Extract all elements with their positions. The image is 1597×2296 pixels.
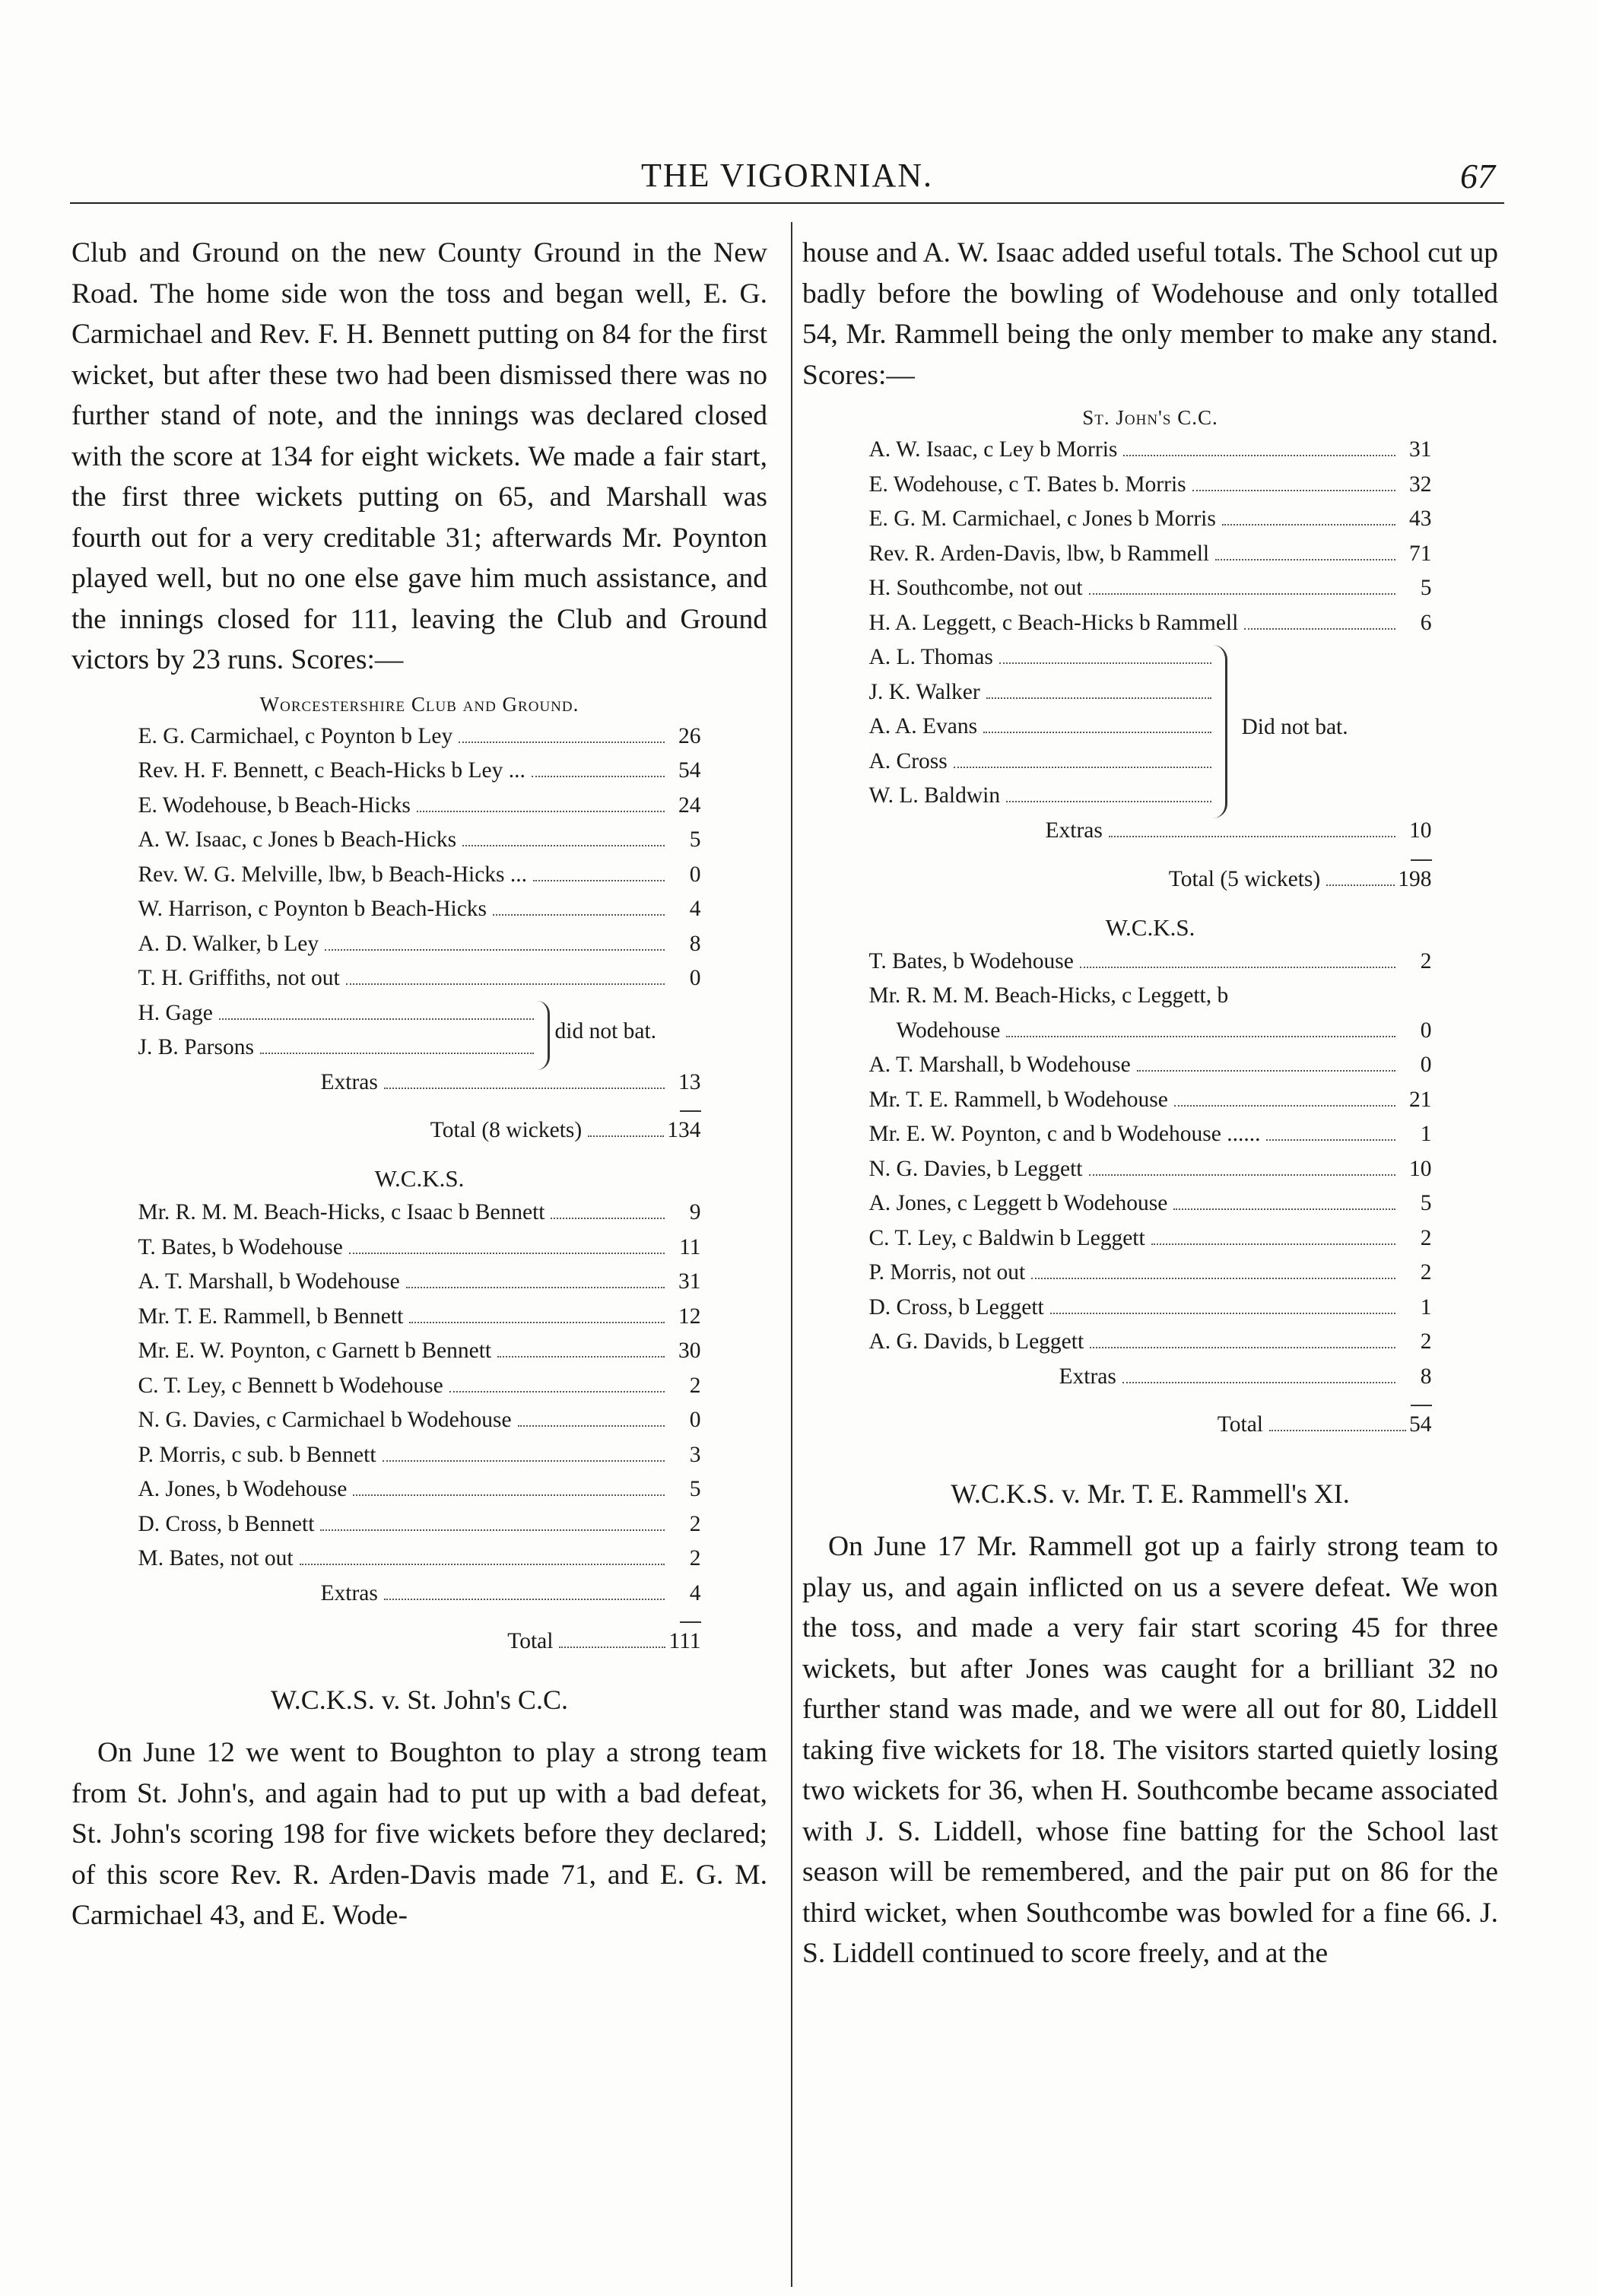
batsman-score: 1 (1420, 1122, 1432, 1146)
batsman-name: D. Cross, b Bennett (138, 1511, 315, 1536)
batsman-score: 5 (689, 1477, 701, 1501)
batsman-name: A. Jones, c Leggett b Wodehouse (868, 1191, 1168, 1215)
batsman-score: 4 (689, 897, 701, 921)
scorecard-stjohns (869, 437, 1432, 645)
batsman-name: C. T. Ley, c Bennett b Wodehouse (138, 1373, 443, 1398)
batsman-row (138, 932, 701, 967)
batsman-score: 21 (1409, 1087, 1432, 1112)
batsman-row (138, 827, 701, 862)
scorecard-wcks (138, 1200, 701, 1581)
batsman-row (138, 1200, 701, 1235)
batsman-name: Rev. W. G. Melville, lbw, b Beach-Hicks ... (138, 862, 528, 887)
batsman-score: 54 (678, 758, 701, 783)
batsman-name: E. G. M. Carmichael, c Jones b Morris (868, 507, 1216, 531)
did-not-bat-row: J. B. Parsons (138, 1035, 534, 1070)
batsman-name: N. G. Davies, b Leggett (868, 1156, 1083, 1181)
batsman-name: E. Wodehouse, c T. Bates b. Morris (868, 472, 1186, 497)
extras-row: Extras 8 (1059, 1364, 1432, 1389)
batsman-name: Mr. T. E. Rammell, b Wodehouse (868, 1087, 1168, 1112)
section-heading-rammell: W.C.K.S. v. Mr. T. E. Rammell's XI. (951, 1478, 1350, 1509)
total-rule (680, 1110, 701, 1112)
batsman-score: 71 (1409, 541, 1432, 566)
batsman-row (138, 1546, 701, 1581)
batsman-name: P. Morris, not out (868, 1260, 1026, 1285)
batsman-score: 2 (1420, 1225, 1432, 1250)
batsman-row (138, 1443, 701, 1478)
batsman-score: 8 (689, 931, 701, 956)
batsman-row (869, 611, 1432, 646)
section-heading-stjohns: W.C.K.S. v. St. John's C.C. (271, 1685, 568, 1715)
batsman-score: 0 (689, 1408, 701, 1432)
batsman-name: A. G. Davids, b Leggett (868, 1329, 1084, 1354)
batsman-name: E. G. Carmichael, c Poynton b Ley (138, 723, 453, 748)
batsman-score: 43 (1409, 507, 1432, 531)
total-rule (1411, 859, 1432, 861)
total-rule (1411, 1405, 1432, 1406)
column-divider (791, 222, 792, 2287)
batsman-name: T. Bates, b Wodehouse (138, 1234, 343, 1259)
batsman-row (869, 437, 1432, 472)
batsman-name: D. Cross, b Leggett (868, 1294, 1044, 1319)
did-not-bat-row: H. Gage (138, 1001, 534, 1036)
batsman-score: 10 (1409, 1156, 1432, 1181)
batsman-score: 31 (1409, 437, 1432, 462)
batsman-row (138, 1373, 701, 1408)
batsman-name: Rev. H. F. Bennett, c Beach-Hicks b Ley ... (138, 758, 525, 783)
batsman-name: W. Harrison, c Poynton b Beach-Hicks (138, 897, 487, 921)
batsman-row (869, 541, 1432, 576)
batsman-score: 30 (678, 1339, 701, 1363)
scorecard-heading-wcks: W.C.K.S. (374, 1165, 465, 1192)
batsman-score: 0 (1420, 1053, 1432, 1077)
batsman-score: 5 (1420, 576, 1432, 600)
batsman-score: 2 (689, 1546, 701, 1570)
batsman-row (138, 1512, 701, 1547)
extras-row: Extras 10 (1045, 818, 1432, 843)
total-row: Total 111 (507, 1629, 701, 1653)
batsman-row (138, 724, 701, 759)
batsman-row (869, 1329, 1432, 1364)
batsman-row (138, 1408, 701, 1443)
batsman-score: 0 (689, 862, 701, 887)
batsman-name: A. D. Walker, b Ley (138, 931, 319, 956)
scorecard-worcs (138, 724, 701, 1001)
batsman-score: 3 (689, 1442, 701, 1467)
batsman-name: Mr. E. W. Poynton, c and b Wodehouse ...... (868, 1122, 1261, 1146)
batsman-name: H. A. Leggett, c Beach-Hicks b Rammell (868, 610, 1239, 635)
batsman-name: E. Wodehouse, b Beach-Hicks (138, 792, 411, 818)
total-row: Total (8 wickets) 134 (430, 1118, 701, 1142)
total-row: Total (5 wickets) 198 (1168, 866, 1432, 891)
page-header (70, 156, 1504, 195)
batsman-name: A. W. Isaac, c Ley b Morris (868, 437, 1118, 462)
batsman-name: Mr. E. W. Poynton, c Garnett b Bennett (138, 1339, 492, 1363)
extras-row: Extras 4 (320, 1580, 701, 1605)
batsman-row (138, 1235, 701, 1270)
batsman-row (869, 576, 1432, 611)
batsman-row (138, 1477, 701, 1512)
batsman-row (869, 1295, 1432, 1330)
did-not-bat-row: J. K. Walker (869, 680, 1211, 715)
batsman-row (138, 1304, 701, 1339)
batsman-row (138, 758, 701, 793)
did-not-bat-row: A. L. Thomas (869, 645, 1211, 680)
batsman-name: A. W. Isaac, c Jones b Beach-Hicks (138, 827, 457, 852)
did-not-bat-stjohns (869, 645, 1432, 818)
right-column (802, 233, 1498, 1974)
batsman-row (869, 1191, 1432, 1226)
match-report-rammell: On June 17 Mr. Rammell got up a fairly strong team to play us, and again inflicted on us a severe defeat. We won the toss, and made a very fair start scoring 45 for three wickets, but after Jones was caught for a brilliant 32 no further stand was made, and we were all out for 80, Liddell taking five wickets for 18. The visitors started quietly losing two wickets for 36, when H. Southcombe became associated with J. S. Liddell, whose fine batting for the School last season will be remembered, and the pair put on 86 for the third wicket, when Southcombe was bowled for a fine 66. J. S. Liddell continued to score freely, and at the (802, 1531, 1498, 1969)
batsman-name: N. G. Davies, c Carmichael b Wodehouse (138, 1408, 512, 1432)
total-rule (680, 1621, 701, 1623)
batsman-name: A. T. Marshall, b Wodehouse (138, 1269, 400, 1294)
batsman-score: 26 (678, 723, 701, 748)
batsman-row (869, 1053, 1432, 1088)
header-rule (70, 202, 1504, 204)
batsman-row (138, 1339, 701, 1373)
batsman-score: 12 (678, 1304, 701, 1329)
batsman-score: 6 (1420, 610, 1432, 635)
extras-row: Extras 13 (320, 1069, 701, 1094)
batsman-row (138, 1269, 701, 1304)
brace-worcs (537, 1001, 550, 1070)
batsman-row: Mr. R. M. M. Beach-Hicks, c Leggett, b (868, 983, 1229, 1008)
batsman-row (869, 1088, 1432, 1123)
journal-title: THE VIGORNIAN. (640, 157, 934, 194)
scorecard-heading-stjohns: St. John's C.C. (1082, 406, 1218, 429)
batsman-name: P. Morris, c sub. b Bennett (138, 1442, 376, 1467)
batsman-name: T. H. Griffiths, not out (138, 966, 340, 990)
batsman-score: 24 (678, 792, 701, 818)
batsman-score: 5 (689, 827, 701, 852)
batsman-score: 5 (1420, 1191, 1432, 1215)
batsman-name: A. Jones, b Wodehouse (138, 1477, 348, 1501)
scorecard-wcks-right (869, 949, 1432, 1364)
did-not-bat-row: A. A. Evans (869, 714, 1211, 749)
batsman-score: 2 (689, 1511, 701, 1536)
did-not-bat-note: Did not bat. (1241, 715, 1348, 739)
batsman-score: 1 (1420, 1294, 1432, 1319)
did-not-bat-row: W. L. Baldwin (869, 783, 1211, 818)
brace-stjohns (1213, 645, 1227, 818)
batsman-name: H. Southcombe, not out (868, 576, 1083, 600)
match-report-stjohns: On June 12 we went to Boughton to play a strong team from St. John's, and again had to put up with a bad defeat, St. John's scoring 198 for five wickets before they declared; of this score Rev. R. Arden-Davis made 71, and E. G. M. Carmichael 43, and E. Wode- (71, 1737, 767, 1931)
scorecard-heading-worcs: Worcestershire Club and Ground. (259, 692, 579, 716)
batsman-score: 2 (1420, 1260, 1432, 1285)
batsman-score: 31 (678, 1269, 701, 1294)
page-number: 67 (1460, 157, 1495, 195)
batsman-name: Mr. R. M. M. Beach-Hicks, c Isaac b Bennett (138, 1200, 545, 1224)
batsman-score: 9 (689, 1200, 701, 1224)
batsman-row: T. Bates, b Wodehouse 2 (868, 948, 1432, 973)
batsman-name: A. T. Marshall, b Wodehouse (868, 1053, 1131, 1077)
total-row: Total 54 (1217, 1412, 1432, 1437)
did-not-bat-worcs (138, 1001, 701, 1070)
batsman-row (869, 1157, 1432, 1192)
match-report-continued: house and A. W. Isaac added useful totals. The School cut up badly before the bowling of Wodehouse and only totalled 54, Mr. Rammell being the only member to make any stand. Scores:— (802, 237, 1498, 391)
batsman-row (869, 507, 1432, 541)
batsman-score: 11 (679, 1234, 701, 1259)
batsman-name: Mr. T. E. Rammell, b Bennett (138, 1304, 404, 1329)
batsman-row (869, 1260, 1432, 1295)
batsman-score: 32 (1409, 472, 1432, 497)
batsman-row (869, 1122, 1432, 1157)
match-report-worcs: Club and Ground on the new County Ground in the New Road. The home side won the toss and began well, E. G. Carmichael and Rev. F. H. Bennett putting on 84 for the first wicket, but after these two had been dismissed there was no further stand of note, and the innings was declared closed with the score at 134 for eight wickets. We made a fair start, the first three wickets putting on 65, and Marshall was fourth out for a very creditable 31; afterwards Mr. Poynton played well, but no one else gave him much assistance, and the innings closed for 111, leaving the Club and Ground victors by 23 runs. Scores:— (71, 237, 767, 675)
did-not-bat-row: A. Cross (869, 749, 1211, 784)
batsman-name: Rev. R. Arden-Davis, lbw, b Rammell (868, 541, 1210, 566)
batsman-name: C. T. Ley, c Baldwin b Leggett (868, 1225, 1145, 1250)
batsman-row (138, 793, 701, 828)
left-column (71, 233, 767, 1936)
batsman-row (138, 862, 701, 897)
batsman-score: 2 (1420, 1329, 1432, 1354)
batsman-row-continued: Wodehouse 0 (896, 1018, 1432, 1043)
did-not-bat-note: did not bat. (554, 1018, 657, 1043)
batsman-row (138, 897, 701, 932)
batsman-score: 2 (689, 1373, 701, 1398)
batsman-name: M. Bates, not out (138, 1546, 294, 1570)
batsman-row (869, 1226, 1432, 1261)
scorecard-heading-wcks-right: W.C.K.S. (1105, 913, 1195, 941)
batsman-row (869, 472, 1432, 507)
batsman-row (138, 966, 701, 1001)
batsman-score: 0 (689, 966, 701, 990)
